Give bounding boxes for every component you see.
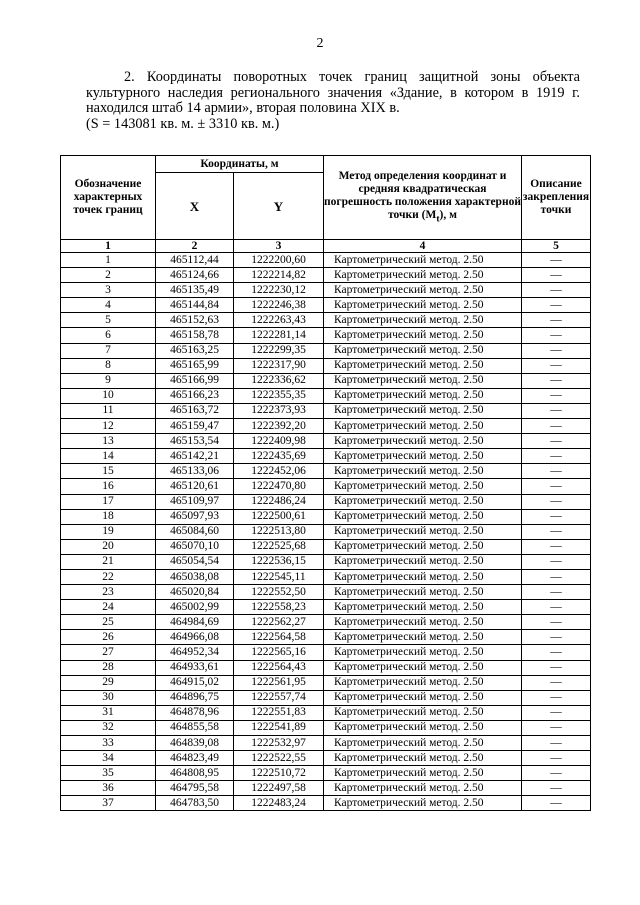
table-row — [61, 720, 591, 735]
coord-y: 1222557,74 — [234, 690, 324, 705]
coord-y: 1222214,82 — [234, 268, 324, 283]
coord-x: 464808,95 — [156, 766, 234, 781]
method: Картометрический метод. 2.50 — [324, 539, 522, 554]
method: Картометрический метод. 2.50 — [324, 751, 522, 766]
coord-x: 464952,34 — [156, 645, 234, 660]
table-row — [61, 781, 591, 796]
point-id: 31 — [61, 705, 156, 720]
coord-y: 1222510,72 — [234, 766, 324, 781]
header-coordinates: Координаты, м — [156, 156, 324, 173]
point-id: 37 — [61, 796, 156, 811]
point-id: 32 — [61, 720, 156, 735]
col-number: 1 — [61, 240, 156, 253]
coord-y: 1222230,12 — [234, 283, 324, 298]
coord-y: 1222392,20 — [234, 419, 324, 434]
coord-x: 465165,99 — [156, 358, 234, 373]
coord-x: 464933,61 — [156, 660, 234, 675]
table-row — [61, 615, 591, 630]
coord-y: 1222409,98 — [234, 434, 324, 449]
coord-y: 1222525,68 — [234, 539, 324, 554]
column-number-row — [61, 240, 591, 253]
coord-y: 1222562,27 — [234, 615, 324, 630]
description: — — [522, 690, 591, 705]
point-id: 35 — [61, 766, 156, 781]
description: — — [522, 328, 591, 343]
table-row — [61, 464, 591, 479]
point-id: 21 — [61, 554, 156, 569]
table-row — [61, 736, 591, 751]
table-row — [61, 253, 591, 268]
point-id: 29 — [61, 675, 156, 690]
point-id: 3 — [61, 283, 156, 298]
point-id: 36 — [61, 781, 156, 796]
coord-y: 1222532,97 — [234, 736, 324, 751]
point-id: 13 — [61, 434, 156, 449]
method: Картометрический метод. 2.50 — [324, 479, 522, 494]
description: — — [522, 313, 591, 328]
description: — — [522, 554, 591, 569]
table-row — [61, 675, 591, 690]
coord-x: 464823,49 — [156, 751, 234, 766]
coord-y: 1222263,43 — [234, 313, 324, 328]
method: Картометрический метод. 2.50 — [324, 328, 522, 343]
coord-x: 465153,54 — [156, 434, 234, 449]
coord-y: 1222500,61 — [234, 509, 324, 524]
description: — — [522, 253, 591, 268]
method: Картометрический метод. 2.50 — [324, 464, 522, 479]
method: Картометрический метод. 2.50 — [324, 569, 522, 584]
description: — — [522, 569, 591, 584]
coord-y: 1222564,43 — [234, 660, 324, 675]
header-x: X — [156, 173, 234, 240]
point-id: 26 — [61, 630, 156, 645]
method: Картометрический метод. 2.50 — [324, 298, 522, 313]
method: Картометрический метод. 2.50 — [324, 660, 522, 675]
coord-x: 465135,49 — [156, 283, 234, 298]
method: Картометрический метод. 2.50 — [324, 419, 522, 434]
point-id: 9 — [61, 373, 156, 388]
point-id: 11 — [61, 403, 156, 418]
table-row — [61, 373, 591, 388]
description: — — [522, 373, 591, 388]
coord-x: 465109,97 — [156, 494, 234, 509]
description: — — [522, 781, 591, 796]
point-id: 14 — [61, 449, 156, 464]
table-body — [61, 253, 591, 811]
point-id: 4 — [61, 298, 156, 313]
description: — — [522, 539, 591, 554]
coord-y: 1222470,80 — [234, 479, 324, 494]
coord-y: 1222452,06 — [234, 464, 324, 479]
coord-x: 464855,58 — [156, 720, 234, 735]
coord-x: 464966,08 — [156, 630, 234, 645]
method: Картометрический метод. 2.50 — [324, 766, 522, 781]
point-id: 30 — [61, 690, 156, 705]
coord-y: 1222552,50 — [234, 585, 324, 600]
point-id: 18 — [61, 509, 156, 524]
method: Картометрический метод. 2.50 — [324, 736, 522, 751]
point-id: 12 — [61, 419, 156, 434]
method: Картометрический метод. 2.50 — [324, 781, 522, 796]
method: Картометрический метод. 2.50 — [324, 630, 522, 645]
coord-x: 465120,61 — [156, 479, 234, 494]
description: — — [522, 283, 591, 298]
table-row — [61, 569, 591, 584]
table-row — [61, 403, 591, 418]
coord-x: 465002,99 — [156, 600, 234, 615]
description: — — [522, 705, 591, 720]
description: — — [522, 736, 591, 751]
col-number: 4 — [324, 240, 522, 253]
table-row — [61, 796, 591, 811]
coord-x: 465159,47 — [156, 419, 234, 434]
point-id: 10 — [61, 388, 156, 403]
table-row — [61, 766, 591, 781]
point-id: 7 — [61, 343, 156, 358]
description: — — [522, 675, 591, 690]
method: Картометрический метод. 2.50 — [324, 690, 522, 705]
coord-x: 465166,99 — [156, 373, 234, 388]
table-row — [61, 539, 591, 554]
method: Картометрический метод. 2.50 — [324, 388, 522, 403]
description: — — [522, 660, 591, 675]
col-number: 2 — [156, 240, 234, 253]
coord-x: 465084,60 — [156, 524, 234, 539]
coord-x: 465163,25 — [156, 343, 234, 358]
table-row — [61, 268, 591, 283]
point-id: 15 — [61, 464, 156, 479]
coord-x: 464839,08 — [156, 736, 234, 751]
page-number: 2 — [316, 36, 324, 51]
point-id: 24 — [61, 600, 156, 615]
coord-x: 465142,21 — [156, 449, 234, 464]
coord-y: 1222536,15 — [234, 554, 324, 569]
method: Картометрический метод. 2.50 — [324, 554, 522, 569]
coord-x: 465158,78 — [156, 328, 234, 343]
coord-y: 1222435,69 — [234, 449, 324, 464]
coord-y: 1222200,60 — [234, 253, 324, 268]
coord-y: 1222483,24 — [234, 796, 324, 811]
method: Картометрический метод. 2.50 — [324, 343, 522, 358]
method: Картометрический метод. 2.50 — [324, 403, 522, 418]
coord-y: 1222513,80 — [234, 524, 324, 539]
coord-x: 464984,69 — [156, 615, 234, 630]
table-row — [61, 449, 591, 464]
point-id: 25 — [61, 615, 156, 630]
description: — — [522, 630, 591, 645]
table-row — [61, 328, 591, 343]
point-id: 34 — [61, 751, 156, 766]
col-number: 5 — [522, 240, 591, 253]
table-row — [61, 645, 591, 660]
coord-y: 1222299,35 — [234, 343, 324, 358]
coord-x: 465054,54 — [156, 554, 234, 569]
description: — — [522, 434, 591, 449]
table-row — [61, 494, 591, 509]
coord-x: 464795,58 — [156, 781, 234, 796]
coord-x: 465152,63 — [156, 313, 234, 328]
coord-y: 1222522,55 — [234, 751, 324, 766]
method: Картометрический метод. 2.50 — [324, 253, 522, 268]
description: — — [522, 766, 591, 781]
table-row — [61, 554, 591, 569]
coord-y: 1222565,16 — [234, 645, 324, 660]
table-row — [61, 690, 591, 705]
method: Картометрический метод. 2.50 — [324, 585, 522, 600]
table-row — [61, 313, 591, 328]
col-number: 3 — [234, 240, 324, 253]
header-point: Обозначение характерных точек границ — [61, 156, 156, 240]
table-row — [61, 479, 591, 494]
point-id: 33 — [61, 736, 156, 751]
title-text: 2. Координаты поворотных точек границ защитной зоны объекта культурного наследия регионального значения «Здание, в котором в 1919 г. находился штаб 14 армии», вторая половина XIX в. — [86, 69, 580, 117]
table-row — [61, 434, 591, 449]
point-id: 6 — [61, 328, 156, 343]
table-row — [61, 298, 591, 313]
point-id: 23 — [61, 585, 156, 600]
coord-x: 465020,84 — [156, 585, 234, 600]
point-id: 5 — [61, 313, 156, 328]
method: Картометрический метод. 2.50 — [324, 434, 522, 449]
description: — — [522, 600, 591, 615]
table-row — [61, 283, 591, 298]
coord-y: 1222317,90 — [234, 358, 324, 373]
point-id: 17 — [61, 494, 156, 509]
description: — — [522, 479, 591, 494]
coord-x: 464915,02 — [156, 675, 234, 690]
method: Картометрический метод. 2.50 — [324, 509, 522, 524]
method: Картометрический метод. 2.50 — [324, 675, 522, 690]
description: — — [522, 494, 591, 509]
description: — — [522, 615, 591, 630]
coord-x: 465144,84 — [156, 298, 234, 313]
table-row — [61, 751, 591, 766]
description: — — [522, 751, 591, 766]
title-area: (S = 143081 кв. м. ± 3310 кв. м.) — [86, 115, 280, 132]
method: Картометрический метод. 2.50 — [324, 705, 522, 720]
method: Картометрический метод. 2.50 — [324, 720, 522, 735]
table-row — [61, 630, 591, 645]
coord-y: 1222281,14 — [234, 328, 324, 343]
description: — — [522, 645, 591, 660]
coord-y: 1222551,83 — [234, 705, 324, 720]
header-method: Метод определения координат и средняя квадратическая погрешность положения характерной точки $(M_t)$, м — [324, 156, 522, 240]
header-description: Описание закрепления точки — [522, 156, 591, 240]
table-row — [61, 585, 591, 600]
description: — — [522, 464, 591, 479]
method: Картометрический метод. 2.50 — [324, 494, 522, 509]
coord-y: 1222541,89 — [234, 720, 324, 735]
point-id: 22 — [61, 569, 156, 584]
method: Картометрический метод. 2.50 — [324, 615, 522, 630]
description: — — [522, 585, 591, 600]
method: Картометрический метод. 2.50 — [324, 358, 522, 373]
coord-x: 464878,96 — [156, 705, 234, 720]
table-row — [61, 524, 591, 539]
description: — — [522, 388, 591, 403]
description: — — [522, 358, 591, 373]
coordinates-table — [60, 155, 591, 811]
coord-y: 1222545,11 — [234, 569, 324, 584]
coord-x: 465038,08 — [156, 569, 234, 584]
description: — — [522, 298, 591, 313]
coord-y: 1222373,93 — [234, 403, 324, 418]
point-id: 27 — [61, 645, 156, 660]
method: Картометрический метод. 2.50 — [324, 373, 522, 388]
method: Картометрический метод. 2.50 — [324, 600, 522, 615]
method: Картометрический метод. 2.50 — [324, 313, 522, 328]
description: — — [522, 796, 591, 811]
coord-x: 465097,93 — [156, 509, 234, 524]
table-row — [61, 419, 591, 434]
coord-y: 1222336,62 — [234, 373, 324, 388]
point-id: 2 — [61, 268, 156, 283]
table-row — [61, 343, 591, 358]
table-row — [61, 358, 591, 373]
point-id: 16 — [61, 479, 156, 494]
coord-x: 465070,10 — [156, 539, 234, 554]
coord-x: 464896,75 — [156, 690, 234, 705]
table-row — [61, 660, 591, 675]
method: Картометрический метод. 2.50 — [324, 268, 522, 283]
description: — — [522, 449, 591, 464]
coord-x: 465166,23 — [156, 388, 234, 403]
coord-y: 1222486,24 — [234, 494, 324, 509]
description: — — [522, 524, 591, 539]
description: — — [522, 343, 591, 358]
coord-y: 1222561,95 — [234, 675, 324, 690]
point-id: 20 — [61, 539, 156, 554]
coord-y: 1222355,35 — [234, 388, 324, 403]
coord-y: 1222246,38 — [234, 298, 324, 313]
coord-x: 465163,72 — [156, 403, 234, 418]
method: Картометрический метод. 2.50 — [324, 449, 522, 464]
coord-x: 464783,50 — [156, 796, 234, 811]
point-id: 1 — [61, 253, 156, 268]
document-title — [86, 70, 580, 132]
point-id: 19 — [61, 524, 156, 539]
point-id: 8 — [61, 358, 156, 373]
method: Картометрический метод. 2.50 — [324, 645, 522, 660]
method: Картометрический метод. 2.50 — [324, 524, 522, 539]
table-row — [61, 705, 591, 720]
method: Картометрический метод. 2.50 — [324, 283, 522, 298]
coord-y: 1222564,58 — [234, 630, 324, 645]
coord-y: 1222558,23 — [234, 600, 324, 615]
header-y: Y — [234, 173, 324, 240]
coord-y: 1222497,58 — [234, 781, 324, 796]
description: — — [522, 268, 591, 283]
coord-x: 465133,06 — [156, 464, 234, 479]
description: — — [522, 720, 591, 735]
description: — — [522, 419, 591, 434]
method: Картометрический метод. 2.50 — [324, 796, 522, 811]
description: — — [522, 509, 591, 524]
description: — — [522, 403, 591, 418]
table-row — [61, 600, 591, 615]
table-row — [61, 509, 591, 524]
coord-x: 465124,66 — [156, 268, 234, 283]
point-id: 28 — [61, 660, 156, 675]
table-row — [61, 388, 591, 403]
coord-x: 465112,44 — [156, 253, 234, 268]
